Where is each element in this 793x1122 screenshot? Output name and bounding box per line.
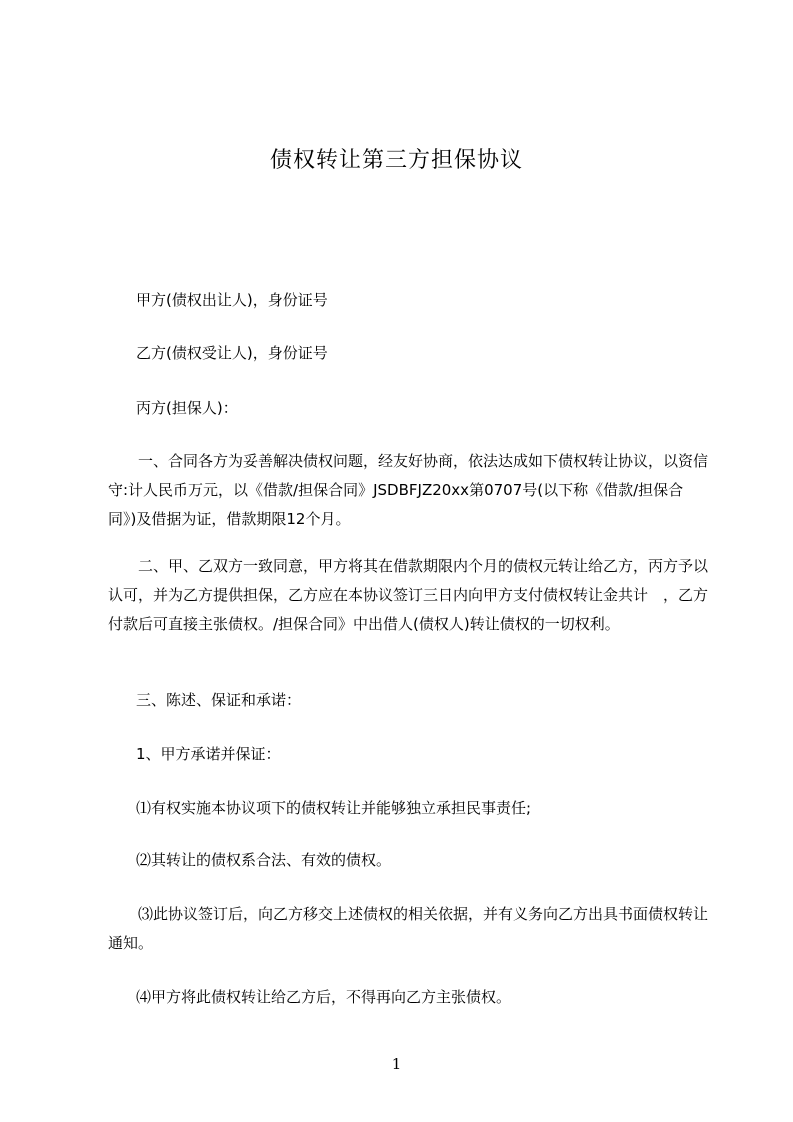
page-number: 1 [391, 1055, 402, 1073]
party-a-line: 甲方(债权出让人)，身份证号 [136, 291, 328, 309]
clause-2: 二、甲、乙双方一致同意，甲方将其在借款期限内个月的债权元转让给乙方，丙方予以认可，并为乙方提供担保，乙方应在本协议签订三日内向甲方支付债权转让金共计 ，乙方付款后可直接主张债权。/担保合同》中出借人(债权人)转让债权的一切权利。 [108, 557, 709, 633]
list-item: ⑶此协议签订后，向乙方移交上述债权的相关依据，并有义务向乙方出具书面债权转让通知。 [108, 905, 709, 952]
party-c-line: 丙方(担保人)： [136, 399, 238, 417]
party-b-line: 乙方(债权受让人)，身份证号 [136, 344, 328, 362]
document-title: 债权转让第三方担保协议 [269, 148, 523, 173]
clause-3-1-heading: 1、甲方承诺并保证： [136, 745, 281, 763]
clause-1: 一、合同各方为妥善解决债权问题，经友好协商，依法达成如下债权转让协议，以资信守:计人民币万元，以《借款/担保合同》JSDBFJZ20xx第0707号(以下称《借款/担保合同》)及借据为证，借款期限12个月。 [108, 452, 709, 528]
list-item: ⑷甲方将此债权转让给乙方后，不得再向乙方主张债权。 [136, 988, 512, 1006]
clause-3-heading: 三、陈述、保证和承诺： [136, 691, 302, 709]
list-item: ⑴有权实施本协议项下的债权转让并能够独立承担民事责任; [136, 799, 532, 817]
list-item: ⑵其转让的债权系合法、有效的债权。 [136, 851, 392, 869]
